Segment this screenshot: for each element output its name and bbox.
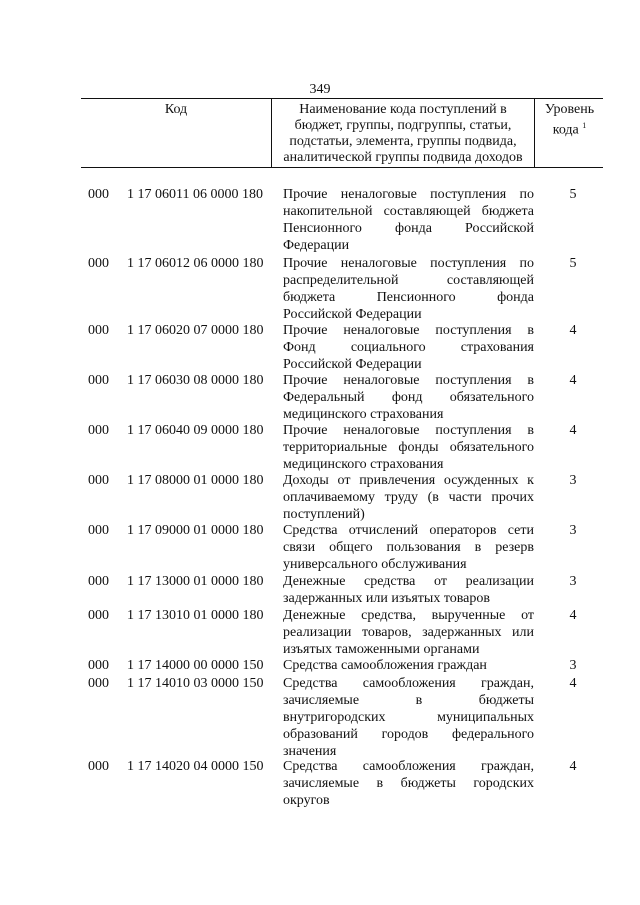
row-admin-code: 000 (88, 523, 109, 538)
row-name-line: реализации товаров, задержанных или (283, 625, 534, 640)
row-classification-code: 1 17 14010 03 0000 150 (127, 676, 264, 691)
row-name-line: Средства самообложения граждан, (283, 676, 534, 691)
table-header (81, 98, 603, 168)
header-level-line1: Уровень (544, 102, 595, 117)
row-name-line: зачисляемые в бюджеты (283, 693, 534, 708)
row-level: 5 (569, 256, 577, 271)
row-name-line: Средства отчислений операторов сети (283, 523, 534, 538)
row-name-line: Прочие неналоговые поступления в (283, 423, 534, 438)
row-name-line: поступлений) (283, 507, 365, 522)
row-level: 3 (569, 574, 577, 589)
row-name-line: задержанных или изъятых товаров (283, 591, 490, 606)
row-admin-code: 000 (88, 473, 109, 488)
header-level (536, 99, 603, 167)
row-name-line: образований городов федерального (283, 727, 534, 742)
row-name-line: связи общего пользования в резерв (283, 540, 534, 555)
row-name-line: бюджета Пенсионного фонда (283, 290, 534, 305)
row-admin-code: 000 (88, 187, 109, 202)
row-name-line: Прочие неналоговые поступления в (283, 373, 534, 388)
row-level: 5 (569, 187, 577, 202)
row-classification-code: 1 17 06011 06 0000 180 (127, 187, 263, 202)
page-number: 349 (309, 82, 331, 97)
row-name-line: Прочие неналоговые поступления по (283, 256, 534, 271)
row-name (283, 573, 534, 607)
row-name-line: медицинского страхования (283, 457, 444, 472)
row-classification-code: 1 17 06012 06 0000 180 (127, 256, 264, 271)
row-name-line: Фонд социального страхования (283, 340, 534, 355)
header-name-line: аналитической группы подвида доходов (283, 150, 523, 165)
row-level: 4 (569, 608, 577, 623)
row-classification-code: 1 17 06020 07 0000 180 (127, 323, 264, 338)
row-classification-code: 1 17 14000 00 0000 150 (127, 658, 264, 673)
row-name-line: внутригородских муниципальных (283, 710, 534, 725)
row-admin-code: 000 (88, 574, 109, 589)
header-code: Код (164, 102, 188, 117)
row-admin-code: 000 (88, 759, 109, 774)
row-admin-code: 000 (88, 256, 109, 271)
row-level: 3 (569, 658, 577, 673)
row-name (283, 607, 534, 658)
row-name (283, 522, 534, 573)
row-admin-code: 000 (88, 676, 109, 691)
row-admin-code: 000 (88, 423, 109, 438)
header-name-line: бюджет, группы, подгруппы, статьи, (294, 118, 512, 133)
row-name-line: изъятых таможенными органами (283, 642, 480, 657)
header-level-footnote: 1 (582, 121, 587, 130)
row-name (283, 472, 534, 523)
row-name (283, 322, 534, 373)
row-name-line: Пенсионного фонда Российской (283, 221, 534, 236)
row-name-line: Прочие неналоговые поступления по (283, 187, 534, 202)
row-level: 3 (569, 523, 577, 538)
row-classification-code: 1 17 08000 01 0000 180 (127, 473, 264, 488)
row-name (283, 422, 534, 473)
row-name (283, 657, 534, 674)
row-name-line: Российской Федерации (283, 357, 422, 372)
row-name-line: распределительной составляющей (283, 273, 534, 288)
row-level: 4 (569, 759, 577, 774)
header-name-line: Наименование кода поступлений в (299, 102, 507, 117)
header-level-line2 (536, 118, 603, 139)
row-name-line: территориальные фонды обязательного (283, 440, 534, 455)
row-name-line: универсального обслуживания (283, 557, 467, 572)
row-level: 3 (569, 473, 577, 488)
row-classification-code: 1 17 06040 09 0000 180 (127, 423, 264, 438)
row-name (283, 255, 534, 323)
row-name (283, 186, 534, 254)
row-classification-code: 1 17 13010 01 0000 180 (127, 608, 264, 623)
row-name-line: зачисляемые в бюджеты городских (283, 776, 534, 791)
row-admin-code: 000 (88, 608, 109, 623)
row-name-line: Федеральный фонд обязательного (283, 390, 534, 405)
row-level: 4 (569, 323, 577, 338)
row-name-line: округов (283, 793, 330, 808)
row-classification-code: 1 17 13000 01 0000 180 (127, 574, 264, 589)
row-admin-code: 000 (88, 373, 109, 388)
row-name-line: Доходы от привлечения осужденных к (283, 473, 534, 488)
header-name (271, 99, 535, 167)
header-level-word: кода (552, 122, 579, 138)
row-name-line: Средства самообложения граждан (283, 658, 487, 673)
row-name-line: Денежные средства, вырученные от (283, 608, 534, 623)
row-name-line: Российской Федерации (283, 307, 422, 322)
row-level: 4 (569, 676, 577, 691)
row-admin-code: 000 (88, 323, 109, 338)
row-name-line: значения (283, 744, 337, 759)
row-name-line: Прочие неналоговые поступления в (283, 323, 534, 338)
row-name-line: Денежные средства от реализации (283, 574, 534, 589)
row-classification-code: 1 17 06030 08 0000 180 (127, 373, 264, 388)
row-classification-code: 1 17 09000 01 0000 180 (127, 523, 264, 538)
header-name-line: подстатьи, элемента, группы подвида, (289, 134, 517, 149)
row-name-line: Средства самообложения граждан, (283, 759, 534, 774)
row-name-line: оплачиваемому труду (в части прочих (283, 490, 534, 505)
row-name-line: накопительной составляющей бюджета (283, 204, 534, 219)
row-name-line: Федерации (283, 238, 350, 253)
row-name (283, 675, 534, 760)
row-level: 4 (569, 373, 577, 388)
row-name (283, 372, 534, 423)
row-classification-code: 1 17 14020 04 0000 150 (127, 759, 264, 774)
row-level: 4 (569, 423, 577, 438)
row-name (283, 758, 534, 809)
row-name-line: медицинского страхования (283, 407, 444, 422)
row-admin-code: 000 (88, 658, 109, 673)
